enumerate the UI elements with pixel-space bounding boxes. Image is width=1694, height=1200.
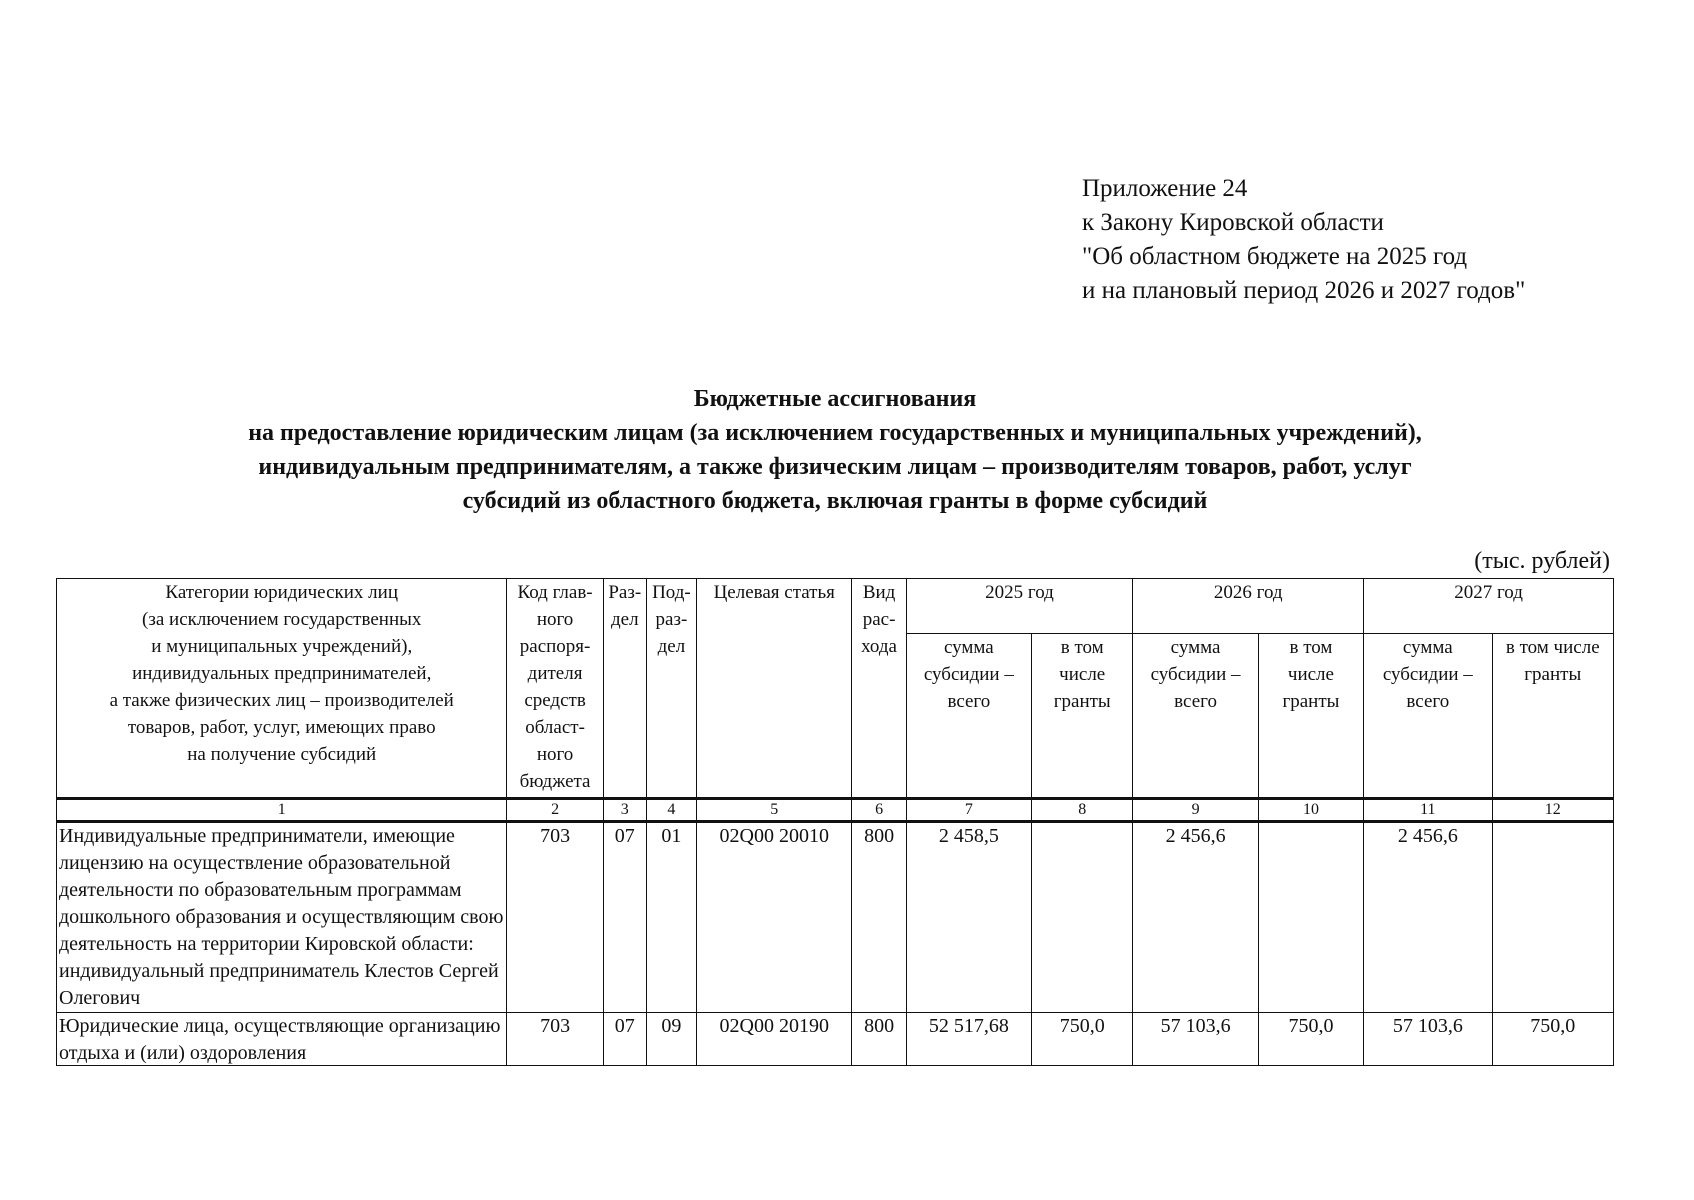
column-number: 11 xyxy=(1364,799,1492,822)
budget-table xyxy=(56,578,1614,1066)
row-grants-2027: 750,0 xyxy=(1492,1013,1613,1066)
row-grants-2026: 750,0 xyxy=(1258,1013,1363,1066)
column-number: 6 xyxy=(852,799,906,822)
appendix-line-1: Приложение 24 xyxy=(1082,175,1248,202)
header-expense-type: Вид рас- хода xyxy=(852,579,906,799)
row-sum-2025: 52 517,68 xyxy=(906,1013,1031,1066)
row-grants-2025: 750,0 xyxy=(1032,1013,1133,1066)
header-sum-2027: сумма субсидии – всего xyxy=(1364,634,1492,799)
appendix-reference xyxy=(1082,172,1525,308)
row-grants-2026 xyxy=(1258,822,1363,1013)
title-line-3: индивидуальным предпринимателям, а также физическим лицам – производителям товаров, работ, услуг xyxy=(258,454,1412,480)
row-target: 02Q00 20010 xyxy=(697,822,852,1013)
column-number: 12 xyxy=(1492,799,1613,822)
title-line-2: на предоставление юридическим лицам (за исключением государственных и муниципальных учреждений), xyxy=(248,420,1422,446)
row-target: 02Q00 20190 xyxy=(697,1013,852,1066)
header-grants-2025: в том числе гранты xyxy=(1032,634,1133,799)
header-sum-2026: сумма субсидии – всего xyxy=(1133,634,1258,799)
column-number: 4 xyxy=(646,799,696,822)
column-number-row xyxy=(57,799,1614,822)
row-sum-2026: 2 456,6 xyxy=(1133,822,1258,1013)
row-sum-2026: 57 103,6 xyxy=(1133,1013,1258,1066)
row-code: 703 xyxy=(507,822,603,1013)
header-section: Раз- дел xyxy=(603,579,646,799)
header-category: Категории юридических лиц (за исключением государственных и муниципальных учреждений), индивидуальных предпринимателей, а также физических лиц – производителей товаров, работ, услуг, имеющих право на получение субсидий xyxy=(57,579,507,799)
header-subsection: Под- раз- дел xyxy=(646,579,696,799)
column-number: 1 xyxy=(57,799,507,822)
row-category xyxy=(57,1013,507,1066)
row-category: Индивидуальные предприниматели, имеющие лицензию на осуществление образовательной деятельности по образовательным программам дошкольного образования и осуществляющим свою деятельность на территории Кировской области: индивидуальный предприниматель Клестов Сергей Олегович xyxy=(57,822,507,1013)
units-label: (тыс. рублей) xyxy=(1474,548,1610,574)
header-year-2027: 2027 год xyxy=(1364,579,1614,634)
appendix-line-2: к Закону Кировской области xyxy=(1082,209,1384,236)
row-sum-2027: 2 456,6 xyxy=(1364,822,1492,1013)
column-number: 10 xyxy=(1258,799,1363,822)
column-number: 7 xyxy=(906,799,1031,822)
table-row xyxy=(57,822,1614,1013)
title-line-4: субсидий из областного бюджета, включая гранты в форме субсидий xyxy=(462,488,1208,514)
header-row-years xyxy=(57,579,1614,634)
title-line-1: Бюджетные ассигнования xyxy=(693,386,977,412)
header-sum-2025: сумма субсидии – всего xyxy=(906,634,1031,799)
row-expense-type: 800 xyxy=(852,822,906,1013)
row-subsection: 01 xyxy=(646,822,696,1013)
column-number: 5 xyxy=(697,799,852,822)
table-row xyxy=(57,1013,1614,1066)
row-expense-type: 800 xyxy=(852,1013,906,1066)
header-grants-2026: в том числе гранты xyxy=(1258,634,1363,799)
appendix-line-3: "Об областном бюджете на 2025 год xyxy=(1082,243,1468,270)
header-grants-2027: в том числе гранты xyxy=(1492,634,1613,799)
row-section: 07 xyxy=(603,822,646,1013)
header-code: Код глав- ного распоря- дителя средств област- ного бюджета xyxy=(507,579,603,799)
row-sum-2027: 57 103,6 xyxy=(1364,1013,1492,1066)
row-subsection: 09 xyxy=(646,1013,696,1066)
row-section: 07 xyxy=(603,1013,646,1066)
column-number: 2 xyxy=(507,799,603,822)
header-year-2026: 2026 год xyxy=(1133,579,1364,634)
header-target: Целевая статья xyxy=(697,579,852,799)
column-number: 3 xyxy=(603,799,646,822)
column-number: 9 xyxy=(1133,799,1258,822)
row-grants-2027 xyxy=(1492,822,1613,1013)
row-code: 703 xyxy=(507,1013,603,1066)
appendix-line-4: и на плановый период 2026 и 2027 годов" xyxy=(1082,277,1526,304)
document-title xyxy=(60,382,1610,518)
row-grants-2025 xyxy=(1032,822,1133,1013)
row-category-text: Юридические лица, осуществляющие организацию отдыха и (или) оздоровления xyxy=(59,1015,501,1064)
column-number: 8 xyxy=(1032,799,1133,822)
header-year-2025: 2025 год xyxy=(906,579,1133,634)
row-sum-2025: 2 458,5 xyxy=(906,822,1031,1013)
